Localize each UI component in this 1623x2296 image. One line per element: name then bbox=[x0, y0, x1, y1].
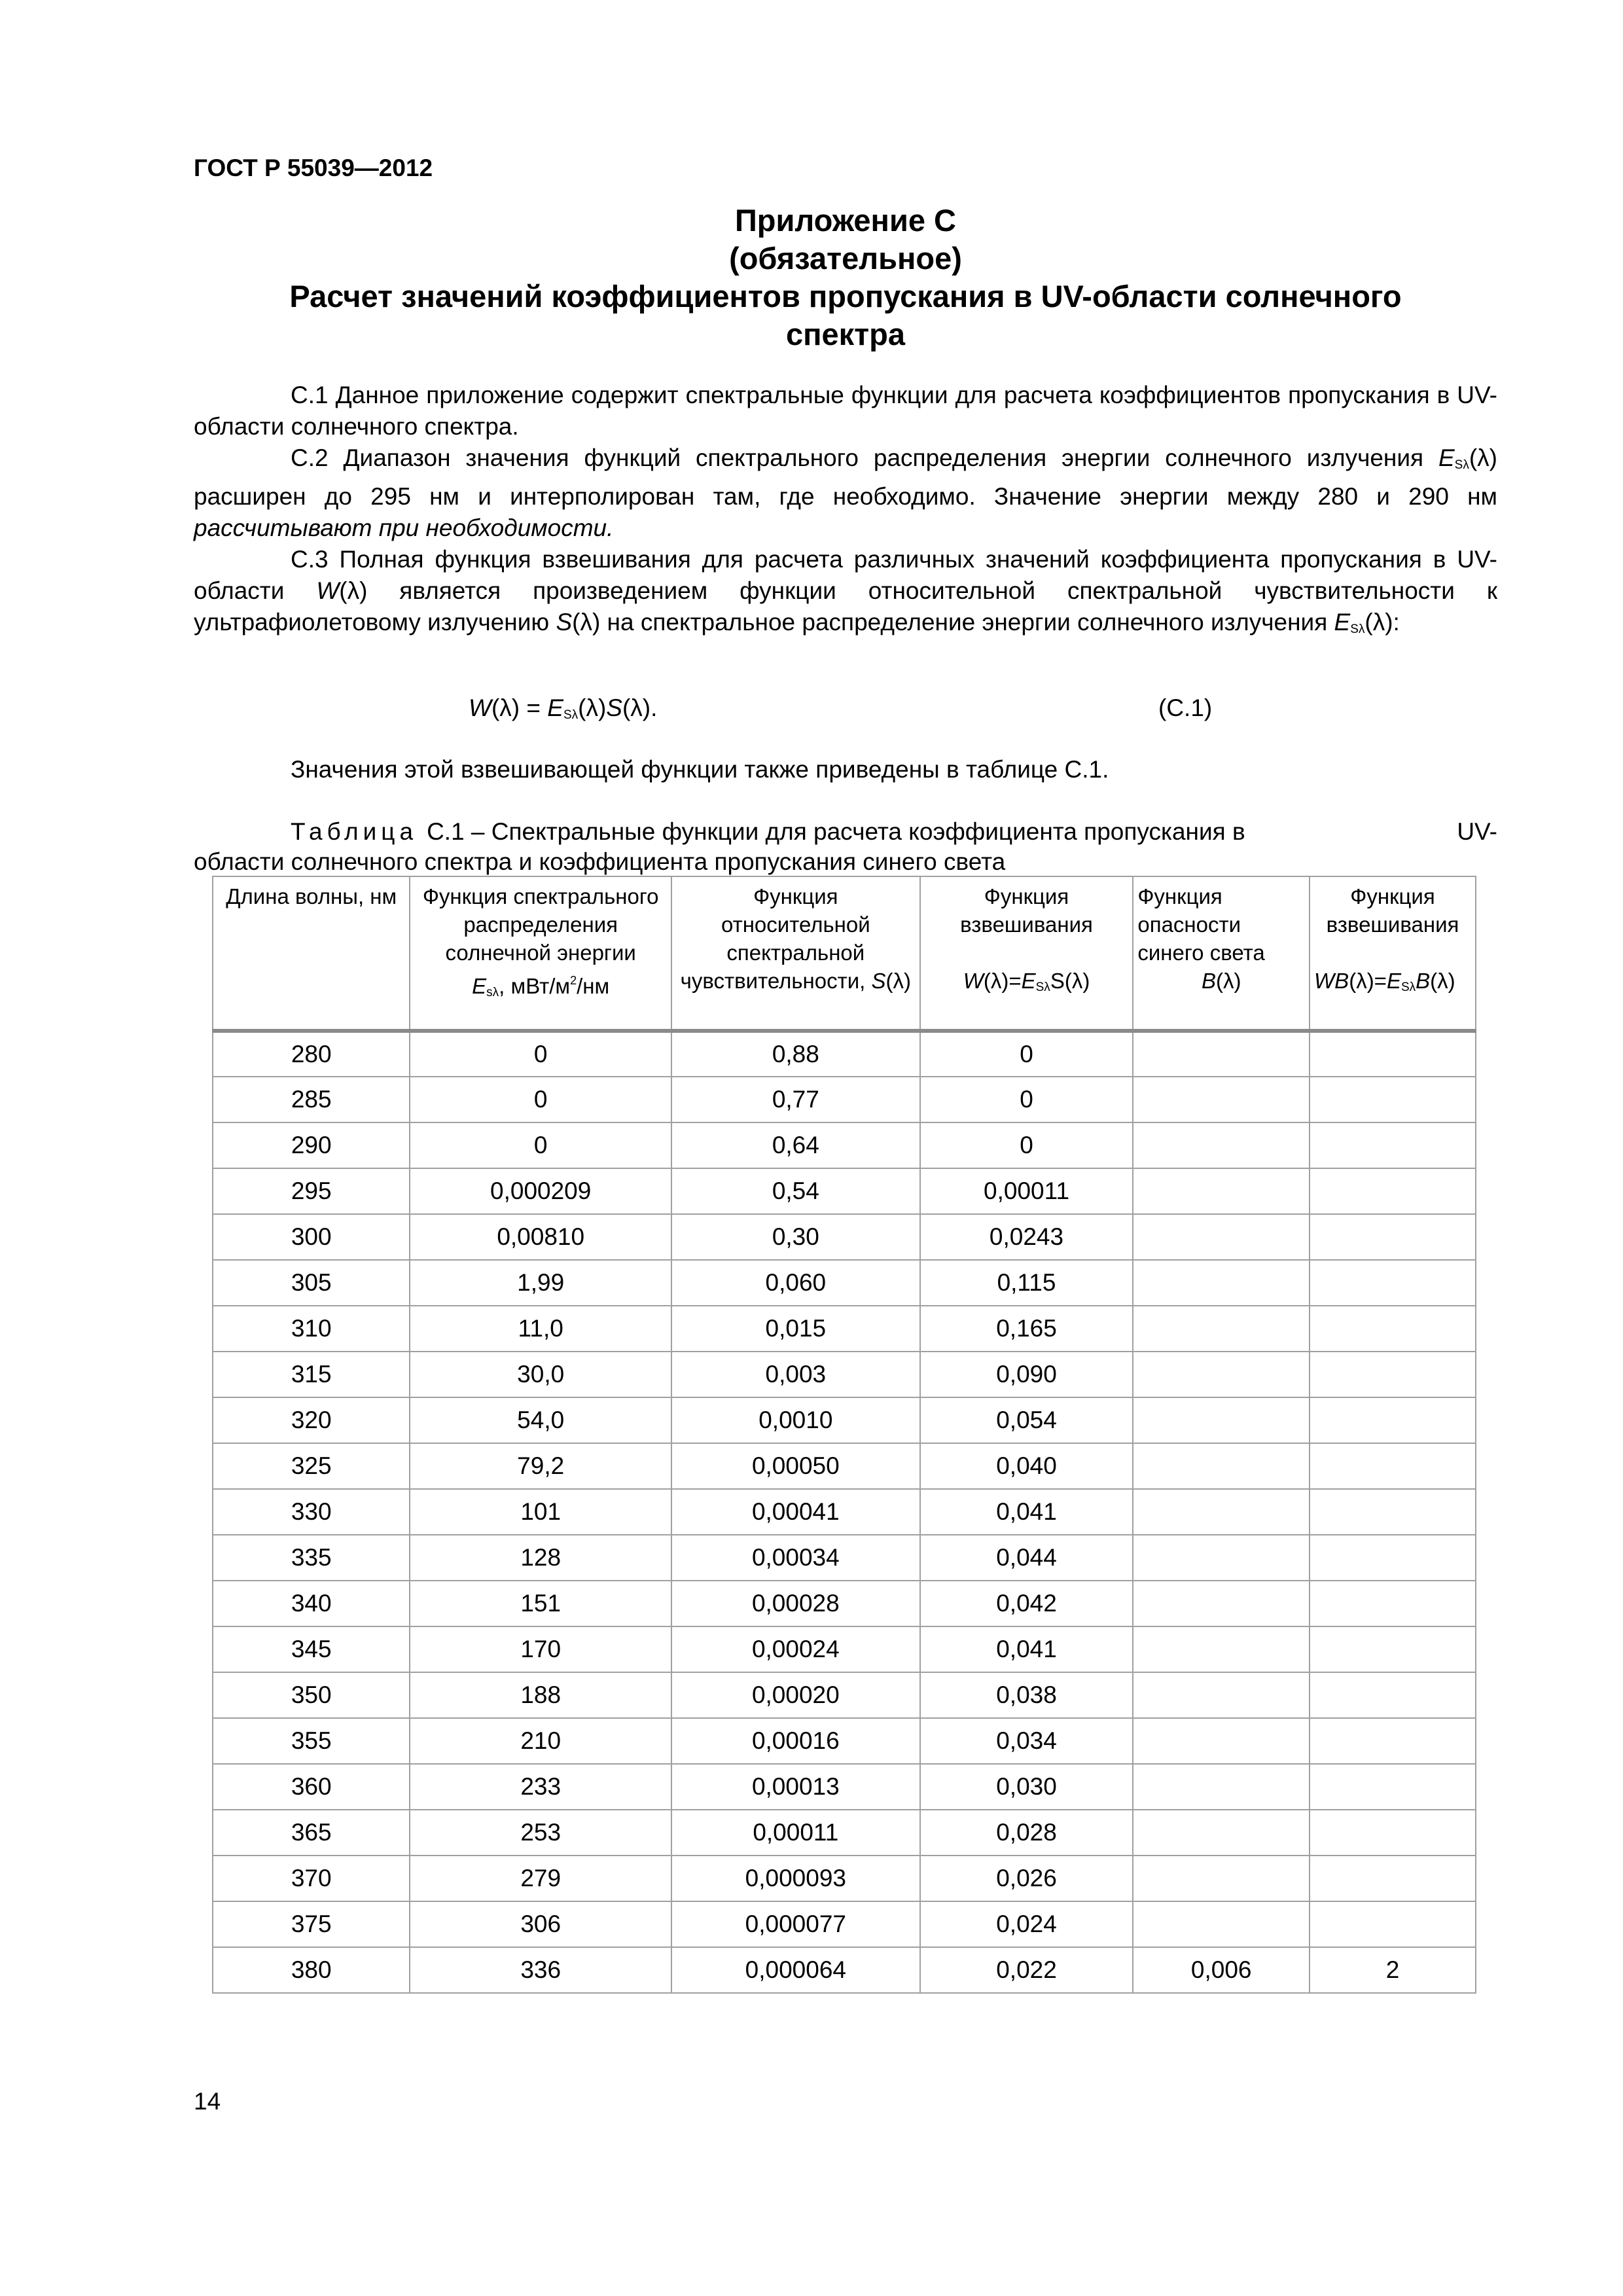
cell-sensitivity: 0,00050 bbox=[671, 1443, 920, 1489]
appendix-subject-line2: спектра bbox=[785, 317, 906, 351]
cell-blue-hazard bbox=[1133, 1535, 1310, 1581]
cell-wavelength: 340 bbox=[213, 1581, 410, 1626]
cell-weighting: 0,024 bbox=[920, 1901, 1133, 1947]
cell-weighting: 0 bbox=[920, 1077, 1133, 1122]
caption-end-word: UV- bbox=[1457, 818, 1497, 845]
table-row bbox=[213, 1581, 1476, 1626]
cell-wavelength: 295 bbox=[213, 1168, 410, 1214]
cell-weighting: 0,030 bbox=[920, 1764, 1133, 1810]
cell-blue-weighting bbox=[1310, 1718, 1476, 1764]
cell-weighting: 0,0243 bbox=[920, 1214, 1133, 1260]
cell-solar-energy: 188 bbox=[410, 1672, 671, 1718]
cell-weighting: 0,041 bbox=[920, 1626, 1133, 1672]
cell-wavelength: 380 bbox=[213, 1947, 410, 1993]
cell-wavelength: 375 bbox=[213, 1901, 410, 1947]
cell-weighting: 0,090 bbox=[920, 1352, 1133, 1397]
cell-weighting: 0,038 bbox=[920, 1672, 1133, 1718]
cell-wavelength: 365 bbox=[213, 1810, 410, 1856]
table-row bbox=[213, 1443, 1476, 1489]
table-body bbox=[213, 1031, 1476, 1993]
cell-blue-weighting bbox=[1310, 1122, 1476, 1168]
page-number: 14 bbox=[194, 2088, 221, 2115]
cell-blue-weighting bbox=[1310, 1031, 1476, 1077]
cell-blue-hazard bbox=[1133, 1856, 1310, 1901]
cell-blue-hazard: 0,006 bbox=[1133, 1947, 1310, 1993]
cell-solar-energy: 128 bbox=[410, 1535, 671, 1581]
cell-weighting: 0,044 bbox=[920, 1535, 1133, 1581]
cell-wavelength: 310 bbox=[213, 1306, 410, 1352]
cell-solar-energy: 0,00810 bbox=[410, 1214, 671, 1260]
cell-weighting: 0 bbox=[920, 1031, 1133, 1077]
cell-solar-energy: 0 bbox=[410, 1077, 671, 1122]
cell-sensitivity: 0,000093 bbox=[671, 1856, 920, 1901]
cell-solar-energy: 170 bbox=[410, 1626, 671, 1672]
cell-blue-weighting bbox=[1310, 1810, 1476, 1856]
cell-solar-energy: 336 bbox=[410, 1947, 671, 1993]
header-blue-light-hazard: Функция опасности синего света B(λ) bbox=[1133, 876, 1310, 1031]
cell-sensitivity: 0,00013 bbox=[671, 1764, 920, 1810]
cell-solar-energy: 54,0 bbox=[410, 1397, 671, 1443]
cell-blue-weighting bbox=[1310, 1856, 1476, 1901]
table-row bbox=[213, 1260, 1476, 1306]
note bbox=[194, 754, 1497, 785]
appendix-status: (обязательное) bbox=[729, 241, 962, 276]
cell-sensitivity: 0,0010 bbox=[671, 1397, 920, 1443]
cell-weighting: 0,034 bbox=[920, 1718, 1133, 1764]
c3-e: E bbox=[1334, 609, 1351, 636]
formula-s: S bbox=[606, 694, 622, 721]
cell-blue-weighting bbox=[1310, 1260, 1476, 1306]
cell-blue-weighting bbox=[1310, 1443, 1476, 1489]
cell-solar-energy: 101 bbox=[410, 1489, 671, 1535]
cell-weighting: 0,042 bbox=[920, 1581, 1133, 1626]
cell-blue-hazard bbox=[1133, 1764, 1310, 1810]
cell-wavelength: 355 bbox=[213, 1718, 410, 1764]
cell-blue-hazard bbox=[1133, 1489, 1310, 1535]
cell-weighting: 0,022 bbox=[920, 1947, 1133, 1993]
cell-blue-hazard bbox=[1133, 1168, 1310, 1214]
paragraphs bbox=[194, 380, 1497, 645]
cell-blue-hazard bbox=[1133, 1214, 1310, 1260]
header-blue-weighting: Функция взвешивания $WB(\lambda)=E_{S\lambda}B(\lambda)$ bbox=[1310, 876, 1476, 1031]
spectral-table bbox=[212, 876, 1476, 1994]
c3-intro: С.3 Полная функция взвешивания для расчета различных значений коэффициента пропускания в UV-области bbox=[194, 546, 1497, 604]
table-row bbox=[213, 1856, 1476, 1901]
cell-blue-hazard bbox=[1133, 1397, 1310, 1443]
cell-blue-weighting bbox=[1310, 1535, 1476, 1581]
cell-blue-weighting bbox=[1310, 1764, 1476, 1810]
cell-sensitivity: 0,00016 bbox=[671, 1718, 920, 1764]
cell-blue-weighting: 2 bbox=[1310, 1947, 1476, 1993]
cell-blue-weighting bbox=[1310, 1306, 1476, 1352]
cell-blue-weighting bbox=[1310, 1214, 1476, 1260]
cell-wavelength: 360 bbox=[213, 1764, 410, 1810]
cell-wavelength: 320 bbox=[213, 1397, 410, 1443]
cell-weighting: 0,028 bbox=[920, 1810, 1133, 1856]
cell-blue-weighting bbox=[1310, 1352, 1476, 1397]
c2-italic: рассчитывают при необходимости. bbox=[194, 514, 614, 541]
formula-e-sub: Sλ bbox=[563, 708, 579, 722]
cell-solar-energy: 1,99 bbox=[410, 1260, 671, 1306]
cell-blue-weighting bbox=[1310, 1901, 1476, 1947]
cell-wavelength: 370 bbox=[213, 1856, 410, 1901]
cell-wavelength: 280 bbox=[213, 1031, 410, 1077]
cell-sensitivity: 0,88 bbox=[671, 1031, 920, 1077]
table-row bbox=[213, 1306, 1476, 1352]
cell-wavelength: 330 bbox=[213, 1489, 410, 1535]
cell-sensitivity: 0,30 bbox=[671, 1214, 920, 1260]
cell-sensitivity: 0,00011 bbox=[671, 1810, 920, 1856]
cell-wavelength: 325 bbox=[213, 1443, 410, 1489]
cell-weighting: 0,040 bbox=[920, 1443, 1133, 1489]
cell-solar-energy: 210 bbox=[410, 1718, 671, 1764]
cell-weighting: 0,165 bbox=[920, 1306, 1133, 1352]
table-row bbox=[213, 1947, 1476, 1993]
cell-blue-weighting bbox=[1310, 1489, 1476, 1535]
cell-solar-energy: 0 bbox=[410, 1031, 671, 1077]
cell-blue-hazard bbox=[1133, 1352, 1310, 1397]
cell-blue-hazard bbox=[1133, 1122, 1310, 1168]
cell-sensitivity: 0,003 bbox=[671, 1352, 920, 1397]
cell-weighting: 0,115 bbox=[920, 1260, 1133, 1306]
table-row bbox=[213, 1810, 1476, 1856]
cell-blue-weighting bbox=[1310, 1672, 1476, 1718]
table-row bbox=[213, 1031, 1476, 1077]
cell-sensitivity: 0,015 bbox=[671, 1306, 920, 1352]
formula-e: E bbox=[547, 694, 563, 721]
cell-solar-energy: 151 bbox=[410, 1581, 671, 1626]
cell-sensitivity: 0,00024 bbox=[671, 1626, 920, 1672]
c3-mid2: (λ) на спектральное распределение энергии солнечного излучения bbox=[572, 609, 1328, 636]
caption-number: С.1 – Спектральные функции для расчета коэффициента пропускания в bbox=[427, 818, 1245, 845]
cell-blue-hazard bbox=[1133, 1672, 1310, 1718]
cell-wavelength: 345 bbox=[213, 1626, 410, 1672]
caption-label: Таблица bbox=[291, 818, 418, 845]
cell-wavelength: 305 bbox=[213, 1260, 410, 1306]
cell-sensitivity: 0,000077 bbox=[671, 1901, 920, 1947]
table-row bbox=[213, 1352, 1476, 1397]
table-row bbox=[213, 1718, 1476, 1764]
caption-line1 bbox=[194, 817, 1497, 847]
cell-blue-weighting bbox=[1310, 1581, 1476, 1626]
cell-sensitivity: 0,000064 bbox=[671, 1947, 920, 1993]
table-row bbox=[213, 1489, 1476, 1535]
table-row bbox=[213, 1764, 1476, 1810]
document-header: ГОСТ Р 55039—2012 bbox=[194, 154, 433, 181]
cell-sensitivity: 0,00034 bbox=[671, 1535, 920, 1581]
table-row bbox=[213, 1077, 1476, 1122]
cell-weighting: 0 bbox=[920, 1122, 1133, 1168]
cell-wavelength: 300 bbox=[213, 1214, 410, 1260]
table-row bbox=[213, 1397, 1476, 1443]
header-relative-sensitivity: Функция относительной спектральной чувствительности, S(λ) bbox=[671, 876, 920, 1031]
cell-weighting: 0,00011 bbox=[920, 1168, 1133, 1214]
table-header-row bbox=[213, 876, 1476, 1031]
cell-blue-hazard bbox=[1133, 1626, 1310, 1672]
cell-sensitivity: 0,77 bbox=[671, 1077, 920, 1122]
formula-w: W bbox=[469, 694, 491, 721]
header-solar-energy: Функция спектрального распределения солнечной энергии $E_{s\lambda}$, мВт/$м^2/нм$ bbox=[410, 876, 671, 1031]
cell-blue-weighting bbox=[1310, 1626, 1476, 1672]
paragraph-c1: С.1 Данное приложение содержит спектральные функции для расчета коэффициентов пропускания в UV-области солнечного спектра. bbox=[194, 382, 1497, 440]
table-row bbox=[213, 1626, 1476, 1672]
formula-c1 bbox=[469, 692, 657, 731]
c3-mid: (λ) является произведением функции относительной спектральной чувствительности к ультрафиолетовому излучению bbox=[194, 577, 1498, 636]
cell-weighting: 0,054 bbox=[920, 1397, 1133, 1443]
cell-solar-energy: 253 bbox=[410, 1810, 671, 1856]
c2-rest: (λ) расширен до 295 нм и интерполирован там, где необходимо. Значение энергии между 280 и 290 нм bbox=[194, 444, 1497, 510]
cell-blue-hazard bbox=[1133, 1077, 1310, 1122]
cell-blue-hazard bbox=[1133, 1718, 1310, 1764]
cell-blue-hazard bbox=[1133, 1810, 1310, 1856]
cell-sensitivity: 0,00041 bbox=[671, 1489, 920, 1535]
cell-solar-energy: 0,000209 bbox=[410, 1168, 671, 1214]
c2-symbol-sub: Sλ bbox=[1454, 458, 1469, 472]
cell-wavelength: 315 bbox=[213, 1352, 410, 1397]
cell-wavelength: 335 bbox=[213, 1535, 410, 1581]
cell-solar-energy: 306 bbox=[410, 1901, 671, 1947]
table-row bbox=[213, 1168, 1476, 1214]
table-row bbox=[213, 1901, 1476, 1947]
table-row bbox=[213, 1535, 1476, 1581]
paragraph-c2 bbox=[194, 442, 1497, 544]
note-text: Значения этой взвешивающей функции также приведены в таблице С.1. bbox=[291, 756, 1109, 783]
cell-blue-hazard bbox=[1133, 1306, 1310, 1352]
cell-weighting: 0,026 bbox=[920, 1856, 1133, 1901]
cell-solar-energy: 79,2 bbox=[410, 1443, 671, 1489]
cell-weighting: 0,041 bbox=[920, 1489, 1133, 1535]
c3-e-sub: Sλ bbox=[1350, 622, 1365, 636]
formula-end: (λ). bbox=[622, 694, 658, 721]
cell-blue-weighting bbox=[1310, 1077, 1476, 1122]
formula-number: (С.1) bbox=[1158, 694, 1213, 721]
paragraph-c3 bbox=[194, 544, 1497, 645]
cell-blue-hazard bbox=[1133, 1581, 1310, 1626]
header-weighting-function: Функция взвешивания $W(\lambda)=E_{S\lambda}S(\lambda)$ bbox=[920, 876, 1133, 1031]
c3-w: W bbox=[316, 577, 340, 604]
cell-wavelength: 285 bbox=[213, 1077, 410, 1122]
c3-end: (λ): bbox=[1364, 609, 1400, 636]
cell-blue-weighting bbox=[1310, 1168, 1476, 1214]
cell-solar-energy: 279 bbox=[410, 1856, 671, 1901]
table-row bbox=[213, 1672, 1476, 1718]
cell-sensitivity: 0,00028 bbox=[671, 1581, 920, 1626]
formula-eq: (λ) = bbox=[491, 694, 548, 721]
cell-solar-energy: 11,0 bbox=[410, 1306, 671, 1352]
table-row bbox=[213, 1122, 1476, 1168]
c3-s: S bbox=[556, 609, 573, 636]
table-caption bbox=[194, 817, 1497, 877]
appendix-subject-line1: Расчет значений коэффициентов пропускания в UV-области солнечного bbox=[289, 279, 1402, 314]
cell-blue-hazard bbox=[1133, 1031, 1310, 1077]
cell-solar-energy: 0 bbox=[410, 1122, 671, 1168]
c2-symbol: E bbox=[1438, 444, 1455, 471]
c2-number: С.2 Диапазон значения функций спектрального распределения энергии солнечного излучения bbox=[291, 444, 1424, 471]
cell-sensitivity: 0,54 bbox=[671, 1168, 920, 1214]
cell-blue-hazard bbox=[1133, 1260, 1310, 1306]
cell-sensitivity: 0,64 bbox=[671, 1122, 920, 1168]
cell-blue-hazard bbox=[1133, 1443, 1310, 1489]
cell-solar-energy: 233 bbox=[410, 1764, 671, 1810]
table-row bbox=[213, 1214, 1476, 1260]
cell-sensitivity: 0,060 bbox=[671, 1260, 920, 1306]
caption-line2: области солнечного спектра и коэффициента пропускания синего света bbox=[194, 848, 1006, 875]
cell-solar-energy: 30,0 bbox=[410, 1352, 671, 1397]
cell-sensitivity: 0,00020 bbox=[671, 1672, 920, 1718]
formula-mid: (λ) bbox=[578, 694, 607, 721]
cell-blue-hazard bbox=[1133, 1901, 1310, 1947]
header-wavelength: Длина волны, нм bbox=[213, 876, 410, 1031]
appendix-title: Приложение С bbox=[735, 203, 956, 238]
cell-blue-weighting bbox=[1310, 1397, 1476, 1443]
cell-wavelength: 290 bbox=[213, 1122, 410, 1168]
cell-wavelength: 350 bbox=[213, 1672, 410, 1718]
